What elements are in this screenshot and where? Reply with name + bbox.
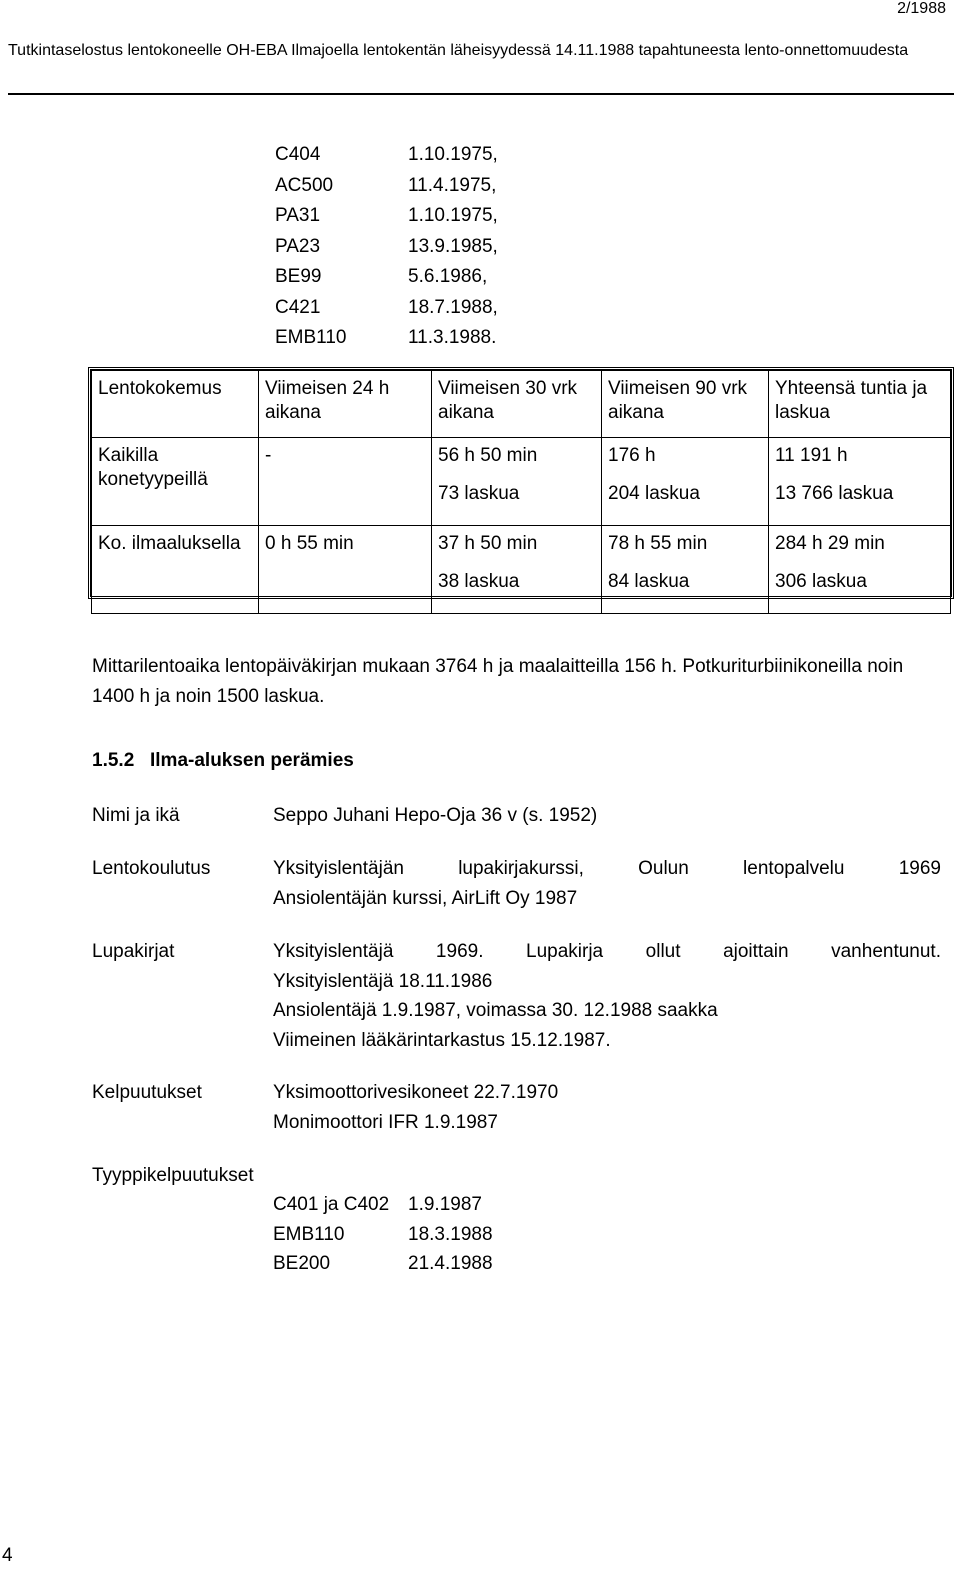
column-header: Viimeisen 30 vrk aikana <box>432 371 602 438</box>
rating-line: Monimoottori IFR 1.9.1987 <box>273 1111 498 1133</box>
rating-type: C401 ja C402 <box>273 1194 390 1215</box>
rating-date: 18.3.1988 <box>408 1223 493 1245</box>
aircraft-type: PA31 <box>275 205 321 226</box>
license-line: Yksityislentäjä 1969. Lupakirja ollut ajoittain vanhentunut. <box>273 941 941 962</box>
aircraft-type: EMB110 <box>275 327 347 348</box>
table-cell <box>432 526 602 614</box>
type-date: 1.10.1975, <box>408 205 498 226</box>
aircraft-type: C404 <box>275 144 321 165</box>
table-cell <box>602 438 769 526</box>
license-line: Ansiolentäjä 1.9.1987, voimassa 30. 12.1988 saakka <box>273 1000 718 1021</box>
cell-time: 11 191 h <box>775 445 848 466</box>
cell-time: 0 h 55 min <box>265 533 354 554</box>
page-number: 4 <box>2 1545 13 1566</box>
document-reference: 2/1988 <box>897 0 946 17</box>
list-item <box>275 232 498 263</box>
table-cell <box>769 526 951 614</box>
column-header: Lentokokemus <box>92 371 259 438</box>
cell-time: - <box>265 445 272 466</box>
type-date: 11.4.1975, <box>408 174 497 196</box>
column-header: Viimeisen 90 vrk aikana <box>602 371 769 438</box>
document-title: Tutkintaselostus lentokoneelle OH-EBA Ilmajoella lentokentän läheisyydessä 14.11.1988 tapahtuneesta lento-onnettomuudesta <box>8 42 909 59</box>
column-header: Yhteensä tuntia ja laskua <box>769 371 951 438</box>
list-item <box>275 171 498 202</box>
name-value: Seppo Juhani Hepo-Oja 36 v (s. 1952) <box>273 805 598 826</box>
cell-landings: 38 laskua <box>438 571 520 592</box>
license-line: Yksityislentäjä 18.11.1986 <box>273 970 493 992</box>
instrument-flight-paragraph: Mittarilentoaika lentopäiväkirjan mukaan 3764 h ja maalaitteilla 156 h. Potkuriturbiinikoneilla noin 1400 h ja noin 1500 laskua. <box>92 656 904 707</box>
row-label: Kaikilla konetyypeillä <box>92 438 259 526</box>
type-ratings-list <box>273 1190 493 1279</box>
aircraft-type: PA23 <box>275 235 321 257</box>
ratings-label: Kelpuutukset <box>92 1082 202 1103</box>
type-date: 11.3.1988. <box>408 327 497 348</box>
list-item <box>275 323 498 354</box>
cell-time: 284 h 29 min <box>775 533 885 554</box>
row-label: Ko. ilmaaluksella <box>92 526 259 614</box>
section-number: 1.5.2 <box>92 750 135 771</box>
table-cell <box>259 438 432 526</box>
type-date: 1.10.1975, <box>408 144 498 165</box>
cell-landings: 73 laskua <box>438 483 520 504</box>
rating-type: BE200 <box>273 1253 331 1274</box>
section-title: Ilma-aluksen perämies <box>150 750 354 771</box>
name-label: Nimi ja ikä <box>92 805 180 826</box>
column-header: Viimeisen 24 h aikana <box>259 371 432 438</box>
license-line: Viimeinen lääkärintarkastus 15.12.1987. <box>273 1029 611 1051</box>
cell-landings: 306 laskua <box>775 571 867 592</box>
training-line: Ansiolentäjän kurssi, AirLift Oy 1987 <box>273 887 578 909</box>
table-cell <box>769 438 951 526</box>
aircraft-type: BE99 <box>275 266 322 287</box>
list-item <box>273 1190 493 1220</box>
flight-experience-table <box>88 367 954 599</box>
list-item <box>275 201 498 232</box>
rating-line: Yksimoottorivesikoneet 22.7.1970 <box>273 1082 559 1103</box>
rating-date: 1.9.1987 <box>408 1194 482 1215</box>
list-item <box>275 262 498 293</box>
list-item <box>273 1220 493 1250</box>
list-item <box>275 140 498 171</box>
training-label: Lentokoulutus <box>92 858 211 879</box>
table-row <box>92 438 951 526</box>
table-row <box>92 526 951 614</box>
aircraft-type: C421 <box>275 296 321 318</box>
type-date: 5.6.1986, <box>408 266 488 287</box>
table-cell <box>432 438 602 526</box>
table-cell <box>602 526 769 614</box>
list-item <box>273 1249 493 1279</box>
type-date: 13.9.1985, <box>408 235 498 257</box>
aircraft-type: AC500 <box>275 174 334 196</box>
cell-landings: 84 laskua <box>608 571 690 592</box>
table-cell <box>259 526 432 614</box>
table-header-row <box>92 371 951 438</box>
list-item <box>275 293 498 324</box>
cell-time: 78 h 55 min <box>608 533 708 554</box>
training-line: Yksityislentäjän lupakirjakurssi, Oulun lentopalvelu 1969 <box>273 858 941 879</box>
cell-time: 176 h <box>608 445 656 466</box>
aircraft-type-list <box>275 140 498 354</box>
cell-landings: 204 laskua <box>608 483 700 504</box>
rating-type: EMB110 <box>273 1223 345 1245</box>
cell-time: 56 h 50 min <box>438 445 538 466</box>
licenses-label: Lupakirjat <box>92 941 175 962</box>
type-ratings-label: Tyyppikelpuutukset <box>92 1165 254 1186</box>
header-divider <box>8 93 954 95</box>
type-date: 18.7.1988, <box>408 296 498 318</box>
cell-landings: 13 766 laskua <box>775 483 894 504</box>
cell-time: 37 h 50 min <box>438 533 538 554</box>
rating-date: 21.4.1988 <box>408 1253 493 1274</box>
